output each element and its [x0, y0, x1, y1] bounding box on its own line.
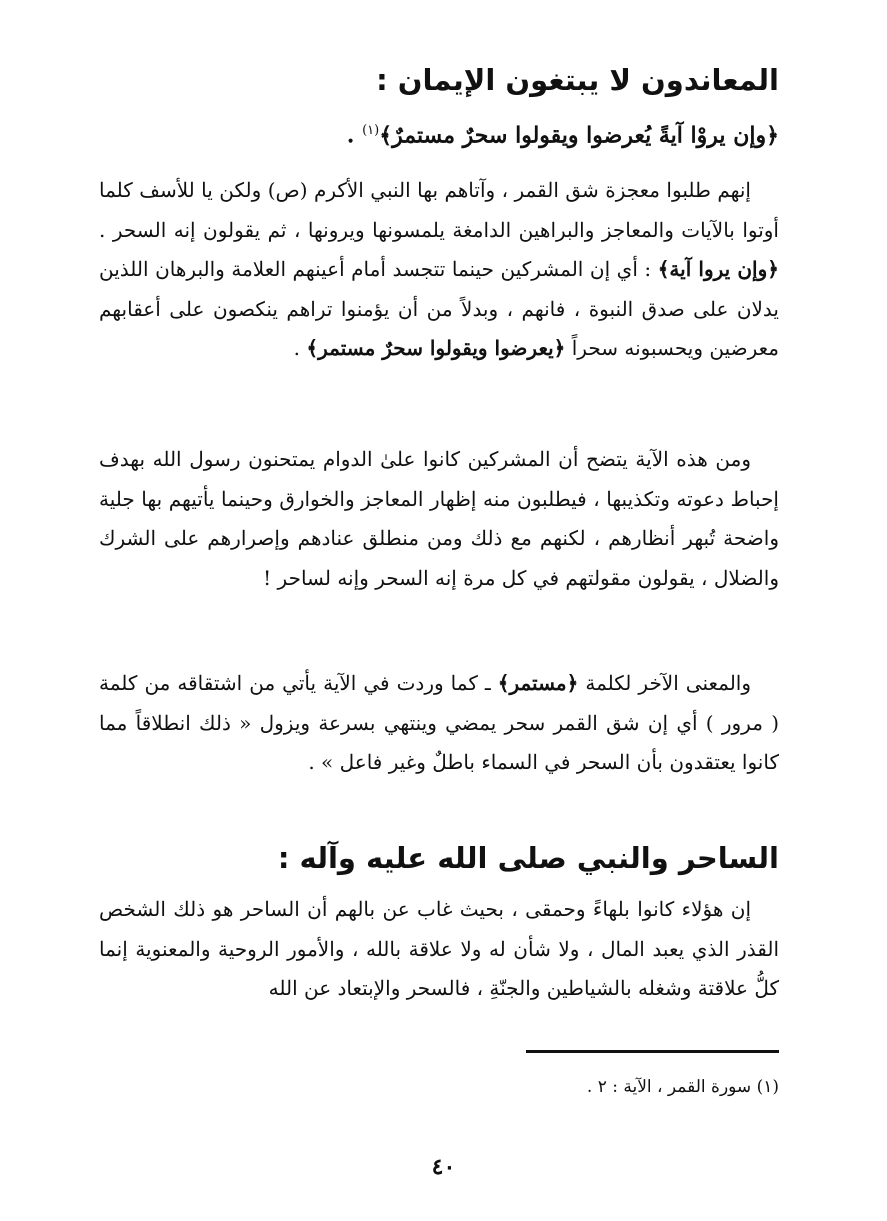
paragraph-1-text-c: : أي إن المشركين حينما تتجسد أمام أعينهم العلامة والبرهان اللذين يدلان على صدق النبوة ، فانهم ، وبدلاً من أن يؤمنوا تراهم ينكصون على أعقابهم معرضين ويحسبونه سحراً: [99, 257, 779, 360]
paragraph-3-text-c: ـ كما وردت في الآية يأتي من اشتقاقه من كلمة ( مرور ) أي إن شق القمر سحر يمضي وينتهي بسرعة ويزول « ذلك انطلاقاً مما كانوا يعتقدون بأن السحر في السماء باطلٌ وغير فاعل » .: [99, 671, 779, 774]
paragraph-1-quote-b: ﴿يعرضوا ويقولوا سحرٌ مستمر﴾: [306, 336, 566, 360]
verse-end: .: [346, 122, 363, 149]
paragraph-1-quote-a: ﴿وإن يروا آية﴾: [657, 257, 779, 281]
paragraph-3-text-a: والمعنى الآخر لكلمة: [578, 671, 752, 695]
paragraph-1: [99, 171, 779, 369]
paragraph-1-text-a: إنهم طلبوا معجزة شق القمر ، وآتاهم بها النبي الأكرم (ص) ولكن يا للأسف كلما أوتوا بالآيات والمعاجز والبراهين الدامغة يلمسونها ويرونها ، ثم يقولون إنه السحر .: [99, 178, 779, 242]
paragraph-1-text-e: .: [293, 336, 307, 360]
footnote: (١) سورة القمر ، الآية : ٢ .: [586, 1077, 779, 1097]
section-heading-magician: الساحر والنبي صلى الله عليه وآله :: [277, 841, 779, 875]
paragraph-3: [99, 664, 779, 783]
paragraph-4: إن هؤلاء كانوا بلهاءً وحمقى ، بحيث غاب عن بالهم أن الساحر هو ذلك الشخص القذر الذي يعبد المال ، ولا شأن له ولا علاقة بالله ، والأمور الروحية والمعنوية إنما كلُّ علاقتة وشغله بالشياطين والجنّةِ ، فالسحر والإبتعاد عن الله: [99, 897, 779, 1000]
footnote-separator: [526, 1050, 779, 1053]
verse-text: ﴿وإن يروْا آيةً يُعرضوا ويقولوا سحرٌ مستمرٌ﴾: [379, 122, 779, 149]
paragraph-2: ومن هذه الآية يتضح أن المشركين كانوا علىٰ الدوام يمتحنون رسول الله بهدف إحباط دعوته وتكذيبها ، فيطلبون منه إظهار المعاجز والخوارق وحينما يأتيهم بها جلية واضحة تُبهر أنظارهم ، لكنهم مع ذلك ومن منطلق عنادهم وإصرارهم على الشرك والضلال ، يقولون مقولتهم في كل مرة إنه السحر وإنه لساحر !: [99, 447, 779, 590]
paragraph-3-quote: ﴿مستمر﴾: [497, 671, 579, 695]
footnote-reference: (١): [362, 123, 380, 138]
page-number: ٤٠: [431, 1154, 456, 1180]
quran-verse: [99, 110, 779, 156]
section-heading-obstinate: المعاندون لا يبتغون الإيمان :: [376, 63, 779, 97]
